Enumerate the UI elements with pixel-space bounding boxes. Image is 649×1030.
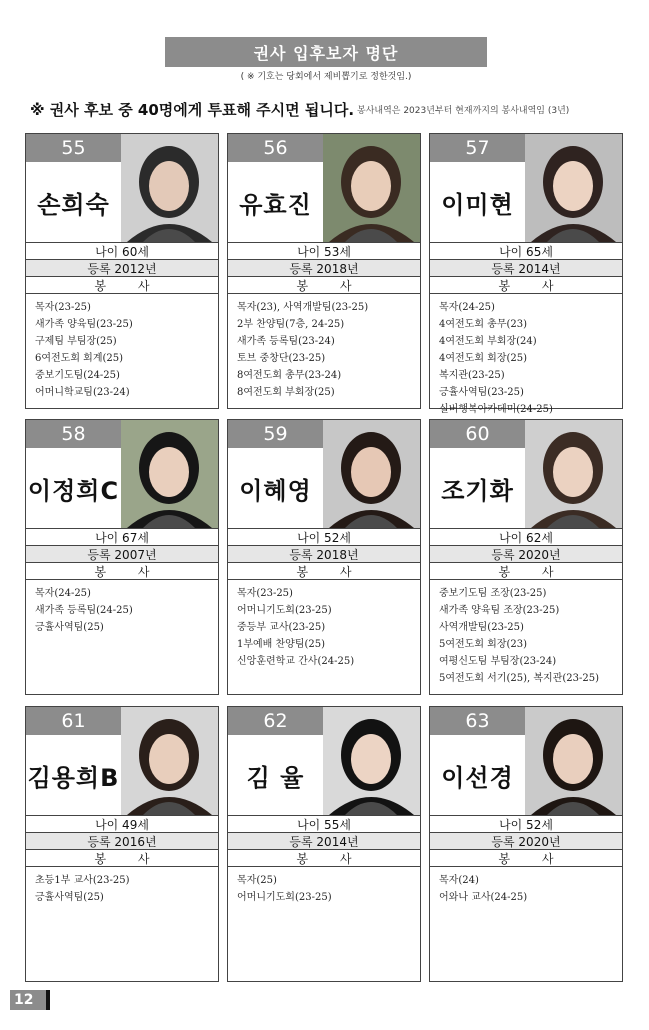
service-item: 5여전도회 회장(23) [439, 639, 528, 650]
candidate-registration: 등록 2020년 [430, 832, 622, 850]
service-item: 목자(23-25) [237, 588, 293, 599]
page-number: 12 [10, 990, 50, 1010]
service-item: 초등1부 교사(23-25) [35, 875, 130, 886]
service-item: 어머니학교팀(23-24) [35, 387, 130, 398]
candidate-card [429, 133, 623, 415]
candidate-name: 김용희B [27, 763, 120, 792]
service-item: 토브 중창단(23-25) [237, 353, 326, 364]
page-number-accent [46, 990, 50, 1010]
service-item: 실버행복아카데미(24-25) [439, 404, 553, 415]
candidate-age: 나이 55세 [228, 815, 420, 833]
candidate-age: 나이 52세 [430, 815, 622, 833]
service-list [26, 866, 218, 981]
service-item: 여평신도팀 부팀장(23-24) [439, 656, 557, 667]
candidate-card [25, 419, 219, 695]
candidate-number: 62 [228, 707, 323, 735]
service-item: 어머니기도회(23-25) [237, 892, 332, 903]
service-list [228, 579, 420, 694]
service-item: 4여전도회 부회장(24) [439, 336, 537, 347]
service-header: 봉 사 [430, 276, 622, 293]
candidate-registration: 등록 2016년 [26, 832, 218, 850]
service-item: 목자(24-25) [439, 302, 495, 313]
candidate-photo [121, 134, 218, 242]
candidate-age: 나이 52세 [228, 528, 420, 546]
candidate-registration: 등록 2020년 [430, 545, 622, 563]
service-item: 새가족 등록팀(23-24) [237, 336, 335, 347]
service-list [430, 579, 622, 694]
service-item: 목자(24-25) [35, 588, 91, 599]
candidate-age: 나이 67세 [26, 528, 218, 546]
service-item: 1부예배 찬양팀(25) [237, 639, 326, 650]
candidate-name: 이미현 [441, 190, 514, 219]
candidate-photo [323, 707, 420, 815]
candidate-name: 이혜영 [239, 476, 312, 505]
candidate-card [227, 706, 421, 982]
candidate-number: 55 [26, 134, 121, 162]
candidate-card [429, 706, 623, 982]
title-note: ( ※ 기호는 당회에서 제비뽑기로 정한것임.) [240, 72, 412, 82]
candidate-age: 나이 49세 [26, 815, 218, 833]
candidate-photo [323, 134, 420, 242]
service-header: 봉 사 [228, 276, 420, 293]
candidate-name: 이정희C [27, 476, 120, 505]
candidate-number: 63 [430, 707, 525, 735]
candidate-name: 김 율 [246, 763, 305, 792]
service-item: 목자(23-25) [35, 302, 91, 313]
service-list [228, 293, 420, 408]
service-item: 목자(23), 사역개발팀(23-25) [237, 302, 369, 313]
candidate-photo [323, 420, 420, 528]
service-list [26, 579, 218, 694]
service-list [430, 866, 622, 981]
service-item: 복지관(23-25) [439, 370, 505, 381]
candidate-card [227, 133, 421, 409]
candidate-name: 손희숙 [37, 190, 110, 219]
service-header: 봉 사 [228, 849, 420, 866]
candidate-number: 57 [430, 134, 525, 162]
candidate-age: 나이 62세 [430, 528, 622, 546]
service-item: 새가족 양육팀(23-25) [35, 319, 133, 330]
service-item: 신앙훈련학교 간사(24-25) [237, 656, 355, 667]
candidate-registration: 등록 2014년 [228, 832, 420, 850]
candidate-card [25, 133, 219, 409]
service-item: 긍휼사역팀(23-25) [439, 387, 524, 398]
service-header: 봉 사 [26, 849, 218, 866]
service-header: 봉 사 [228, 562, 420, 579]
service-item: 중보기도팀 조장(23-25) [439, 588, 547, 599]
candidate-age: 나이 65세 [430, 242, 622, 260]
service-header: 봉 사 [430, 849, 622, 866]
candidate-registration: 등록 2018년 [228, 259, 420, 277]
candidate-age: 나이 53세 [228, 242, 420, 260]
candidate-photo [121, 420, 218, 528]
candidate-registration: 등록 2007년 [26, 545, 218, 563]
service-item: 8여전도회 부회장(25) [237, 387, 335, 398]
service-item: 구제팀 부팀장(25) [35, 336, 117, 347]
service-list [430, 293, 622, 415]
service-item: 긍휼사역팀(25) [35, 892, 104, 903]
candidate-card [227, 419, 421, 695]
service-item: 8여전도회 총무(23-24) [237, 370, 342, 381]
candidate-card [25, 706, 219, 982]
candidate-photo [525, 707, 622, 815]
service-item: 긍휼사역팀(25) [35, 622, 104, 633]
candidate-number: 59 [228, 420, 323, 448]
candidate-photo [525, 420, 622, 528]
service-list [26, 293, 218, 408]
service-item: 중등부 교사(23-25) [237, 622, 326, 633]
candidate-age: 나이 60세 [26, 242, 218, 260]
service-item: 새가족 등록팀(24-25) [35, 605, 133, 616]
candidate-name: 유효진 [239, 190, 312, 219]
page-title: 권사 입후보자 명단 [165, 37, 487, 67]
service-item: 목자(25) [237, 875, 277, 886]
service-item: 2부 찬양팀(7층, 24-25) [237, 319, 345, 330]
service-item: 4여전도회 회장(25) [439, 353, 528, 364]
service-list [228, 866, 420, 981]
service-header: 봉 사 [26, 562, 218, 579]
service-item: 5여전도회 서기(25), 복지관(23-25) [439, 673, 599, 684]
service-item: 목자(24) [439, 875, 479, 886]
candidate-number: 56 [228, 134, 323, 162]
candidate-card [429, 419, 623, 695]
candidate-number: 61 [26, 707, 121, 735]
candidate-name: 이선경 [441, 763, 514, 792]
service-item: 사역개발팀(23-25) [439, 622, 524, 633]
candidate-registration: 등록 2018년 [228, 545, 420, 563]
instruction-note: 봉사내역은 2023년부터 현재까지의 봉사내역임 (3년) [357, 106, 570, 116]
candidate-name: 조기화 [441, 476, 514, 505]
candidate-registration: 등록 2012년 [26, 259, 218, 277]
service-item: 중보기도팀(24-25) [35, 370, 120, 381]
candidate-number: 60 [430, 420, 525, 448]
instruction: ※ 권사 후보 중 40명에게 투표해 주시면 됩니다. [30, 101, 355, 119]
service-item: 어와나 교사(24-25) [439, 892, 528, 903]
candidate-number: 58 [26, 420, 121, 448]
service-item: 4여전도회 총무(23) [439, 319, 528, 330]
service-item: 새가족 양육팀 조장(23-25) [439, 605, 560, 616]
candidate-photo [121, 707, 218, 815]
service-item: 6여전도회 회계(25) [35, 353, 124, 364]
candidate-registration: 등록 2014년 [430, 259, 622, 277]
service-item: 어머니기도회(23-25) [237, 605, 332, 616]
candidate-photo [525, 134, 622, 242]
service-header: 봉 사 [430, 562, 622, 579]
service-header: 봉 사 [26, 276, 218, 293]
